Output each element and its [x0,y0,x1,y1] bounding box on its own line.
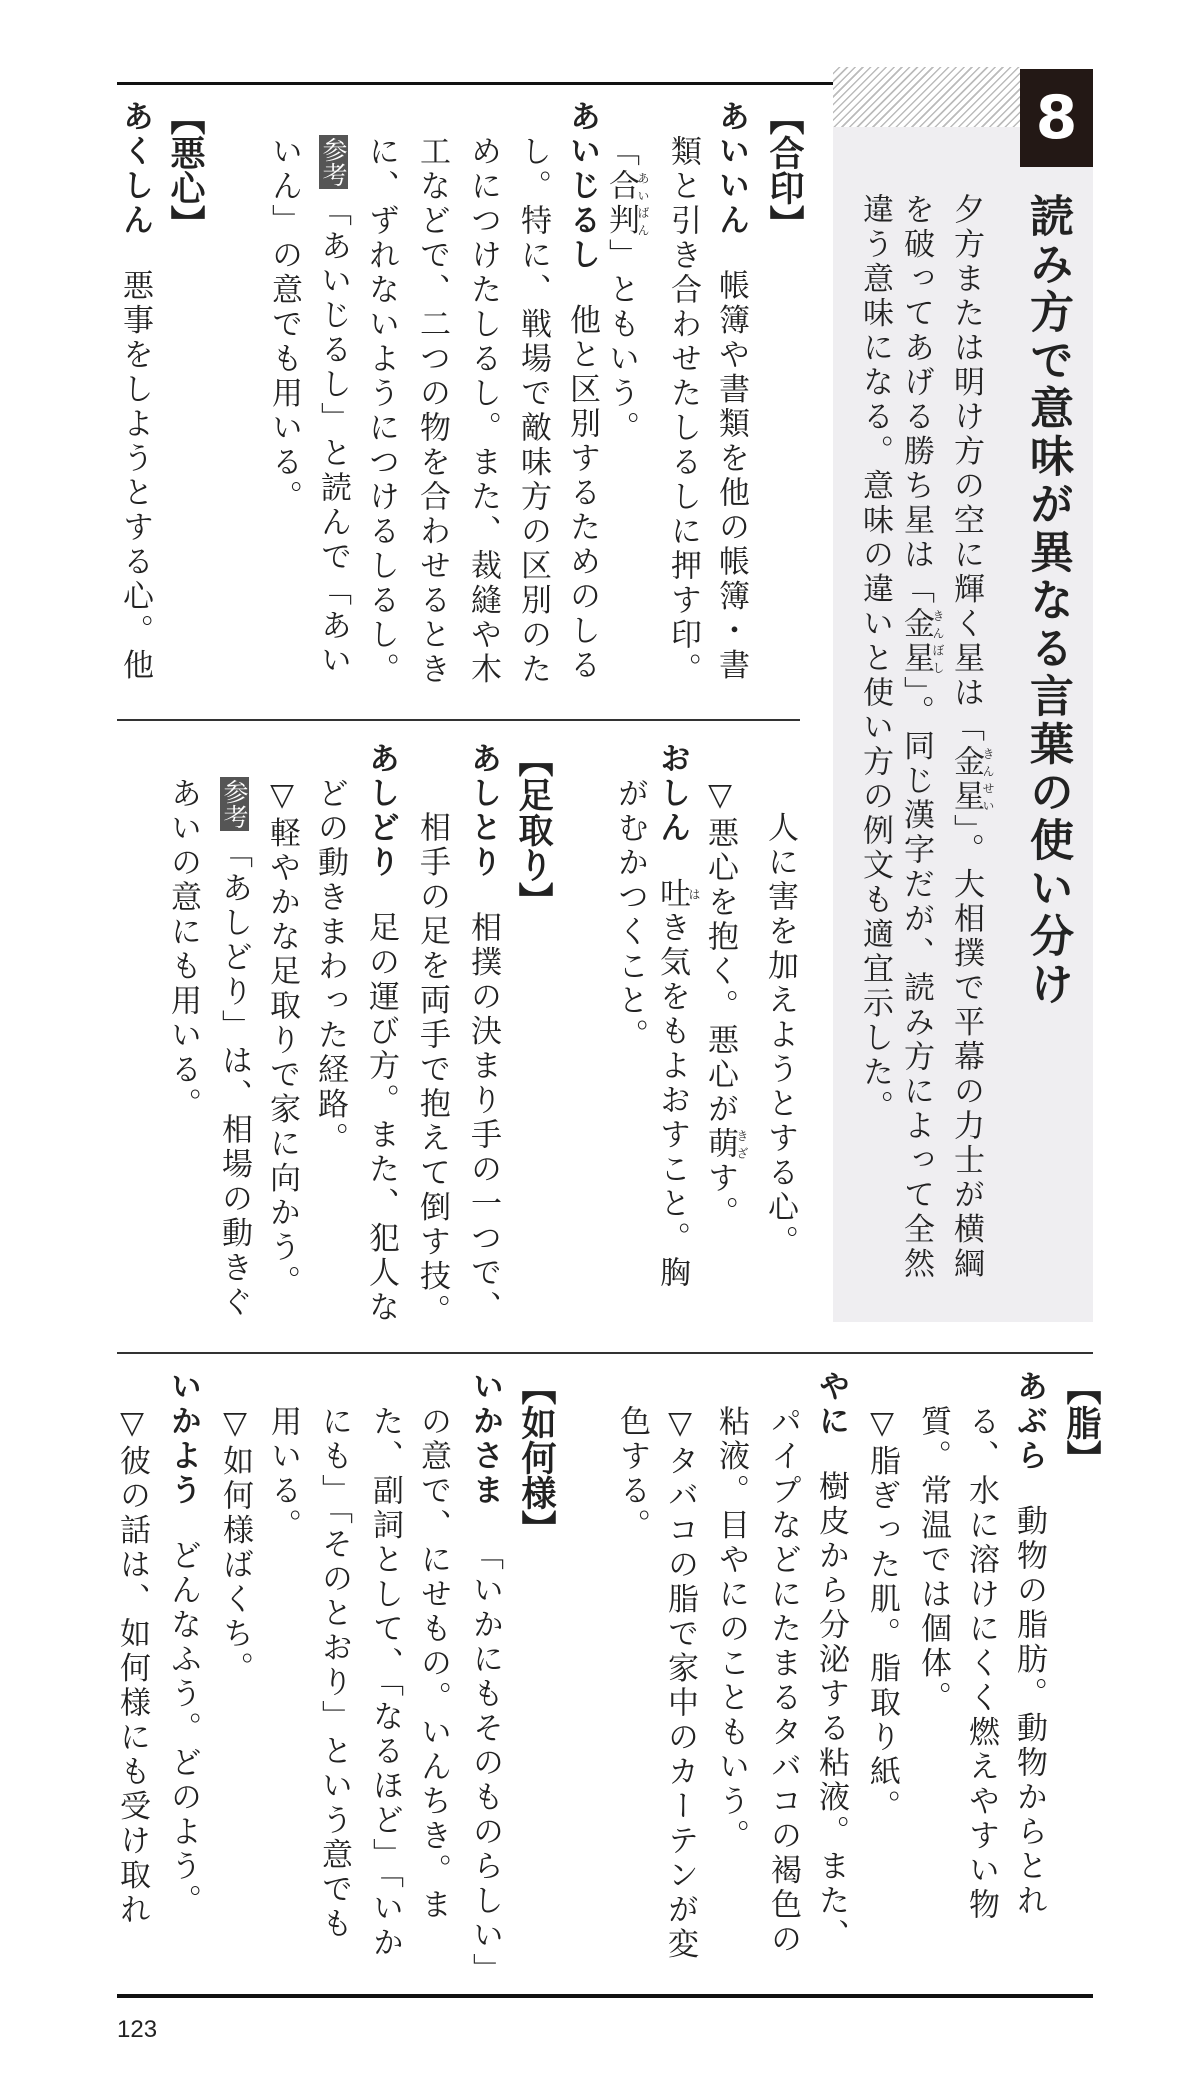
definition-text: を破ってあげる勝ち星は「 [898,193,934,607]
text-column [565,100,599,683]
text-column [218,1405,252,1686]
section-divider [117,719,800,721]
headword: やに [813,1370,849,1439]
definition-text: 「 [603,134,639,169]
text-column [1012,1370,1046,1919]
definition-text: いん」の意でも用いる。 [266,134,302,514]
text-column [714,100,748,683]
reference-badge: 参考 [220,778,249,829]
kanji-heading: 【足取り】 [513,742,553,917]
ruby-word [948,745,995,814]
definition-text: ▽脂ぎった肌。脂取り紙。 [864,1404,900,1824]
definition-text: 質。常温では個体。 [915,1404,951,1715]
definition-text: 帳簿や書類を他の帳簿・書 [713,269,749,683]
definition-text: 工などで、二つの物を合わせるとき [414,134,450,687]
text-column [858,193,892,1125]
definition-text: す。 [702,1161,738,1230]
ruby-word [603,169,650,238]
text-column [516,135,550,687]
headword: あしとり [465,742,501,880]
definition-text: ▽タバコの脂で家中のカーテンが変 [662,1404,698,1962]
definition-text: る、水に溶けにくく燃えやすい物 [963,1404,999,1922]
kanji-heading: 【如何様】 [516,1370,556,1545]
text-column [115,1405,149,1928]
text-column [415,811,449,1329]
text-column [166,777,200,1122]
definition-text: 「いかにもそのものらしい」 [467,1539,503,1988]
text-column [466,135,500,687]
entry-heading [1061,1370,1101,1475]
entry-heading [516,1370,556,1545]
text-column [416,1405,450,1923]
text-column [364,742,398,1325]
furigana: きんぼし [931,607,945,676]
furigana: は [687,876,701,911]
kanji-heading: 【悪心】 [165,100,205,240]
ruby-word [654,876,701,912]
furigana: きざ [735,1126,749,1161]
text-column [948,193,995,1282]
definition-text: 」ともいう。 [603,238,639,445]
definition-text: 夕方または明け方の空に輝く星は「 [948,193,984,745]
headword: あいじるし [564,100,600,273]
entry-heading [513,742,553,917]
definition-text: がむかつくこと。 [612,776,648,1053]
text-column [615,1405,649,1543]
text-column [166,1370,200,1919]
text-column [468,1370,502,1988]
definition-text: どの動きまわった経路。 [312,776,348,1156]
text-column [702,776,749,1231]
definition-text: 色する。 [614,1404,650,1543]
text-column [865,1405,899,1824]
text-column [368,1405,402,1961]
definition-text: 粘液。目やにのこともいう。 [713,1404,749,1853]
definition-text: 悪事をしようとする心。他 [117,269,153,683]
definition-text: 「あしどり」は、相場の動きぐ [216,836,252,1320]
definition-text: 樹皮から分泌する粘液。また、 [813,1470,849,1953]
definition-text: あいの意にも用いる。 [165,776,201,1122]
text-column [898,193,945,1282]
text-column [267,135,301,515]
definition-text: 足の運び方。また、犯人な [363,911,399,1325]
text-column [266,1405,300,1543]
definition-text: 他と区別するためのしる [564,303,600,683]
definition-text: に、ずれないようにつけるしるし。 [363,134,399,687]
definition-text: 相手の足を両手で抱えて倒す技。 [414,811,450,1329]
ruby-base: 金星 [948,745,984,814]
ruby-word [702,1126,749,1162]
definition-text: ▽軽やかな足取りで家に向かう。 [264,776,300,1299]
headword: あいいん [713,100,749,238]
text-column [415,135,449,687]
text-column [714,1405,748,1854]
definition-text: めにつけたしるし。また、裁縫や木 [465,134,501,687]
text-column [916,1405,950,1716]
text-column [317,1405,351,1942]
text-column [763,811,797,1260]
definition-text: ▽彼の話は、如何様にも受け取れ [114,1404,150,1927]
kanji-heading: 【脂】 [1061,1370,1101,1475]
headword: あくしん [117,100,153,238]
text-column [613,777,647,1053]
definition-text: パイプなどにたまるタバコの褐色の [765,1404,801,1957]
definition-text: にも」「そのとおり」という意でも [316,1404,352,1941]
ruby-base: 合判 [603,169,639,238]
text-column [265,777,299,1300]
definition-text: 用いる。 [265,1404,301,1543]
text-column [766,1405,800,1957]
headword: おしん [654,742,690,846]
entry-heading [764,100,804,240]
definition-text: ▽如何様ばくち。 [217,1404,253,1686]
text-column [663,1405,697,1962]
text-column [364,135,398,687]
headword: いかさま [467,1370,503,1508]
ruby-base: 萌 [702,1126,738,1161]
text-column [964,1405,998,1923]
page-number: 123 [117,2016,158,2043]
ruby-word [898,607,945,676]
chapter-number: 8 [1020,69,1093,167]
furigana: あいばん [636,169,650,238]
definition-text: た、副詞として、「なるほど」「いか [367,1404,403,1960]
chapter-title: 読み方で意味が異なる言葉の使い分け [1022,193,1073,1009]
definition-text: どんなふう。どのよう。 [165,1539,201,1919]
text-column [313,777,347,1157]
ruby-base: 金星 [898,607,934,676]
text-column [217,777,251,1320]
text-column [666,135,700,687]
definition-text: 」。同じ漢字だが、読み方によって全然 [898,676,934,1282]
definition-text: 相撲の決まり手の一つで、 [465,911,501,1325]
text-column [603,134,650,446]
definition-text: き気をもよおすこと。胸 [654,911,690,1291]
headword: あぶら [1011,1370,1047,1474]
definition-text: 」。大相撲で平幕の力士が横綱 [948,814,984,1282]
text-column [466,742,500,1325]
reference-badge: 参考 [319,136,348,187]
headword: いかよう [165,1370,201,1508]
definition-text: 人に害を加えようとする心。 [762,811,798,1260]
definition-text: 「あいじるし」と読んで「あい [315,194,351,678]
definition-text: 動物の脂肪。動物からとれ [1011,1504,1047,1919]
ruby-base: 吐 [654,876,690,911]
bottom-rule [117,1994,1093,1998]
text-column [316,135,350,678]
text-column [814,1370,848,1953]
furigana: きんせい [981,745,995,814]
text-column [118,100,152,683]
definition-text: し。特に、戦場で敵味方の区別のた [515,134,551,687]
definition-text: の意で、にせもの。いんちき。ま [415,1404,451,1922]
definition-text: 類と引き合わせたしるしに押す印。 [665,134,701,687]
hatch-decoration [833,67,1020,127]
definition-text: ▽悪心を抱く。悪心が [702,776,738,1127]
headword: あしどり [363,742,399,880]
section-divider [117,1352,1093,1354]
text-column [654,742,701,1291]
kanji-heading: 【合印】 [764,100,804,240]
entry-heading [165,100,205,240]
definition-text: 違う意味になる。意味の違いと使い方の例文も適宜示した。 [857,193,893,1125]
